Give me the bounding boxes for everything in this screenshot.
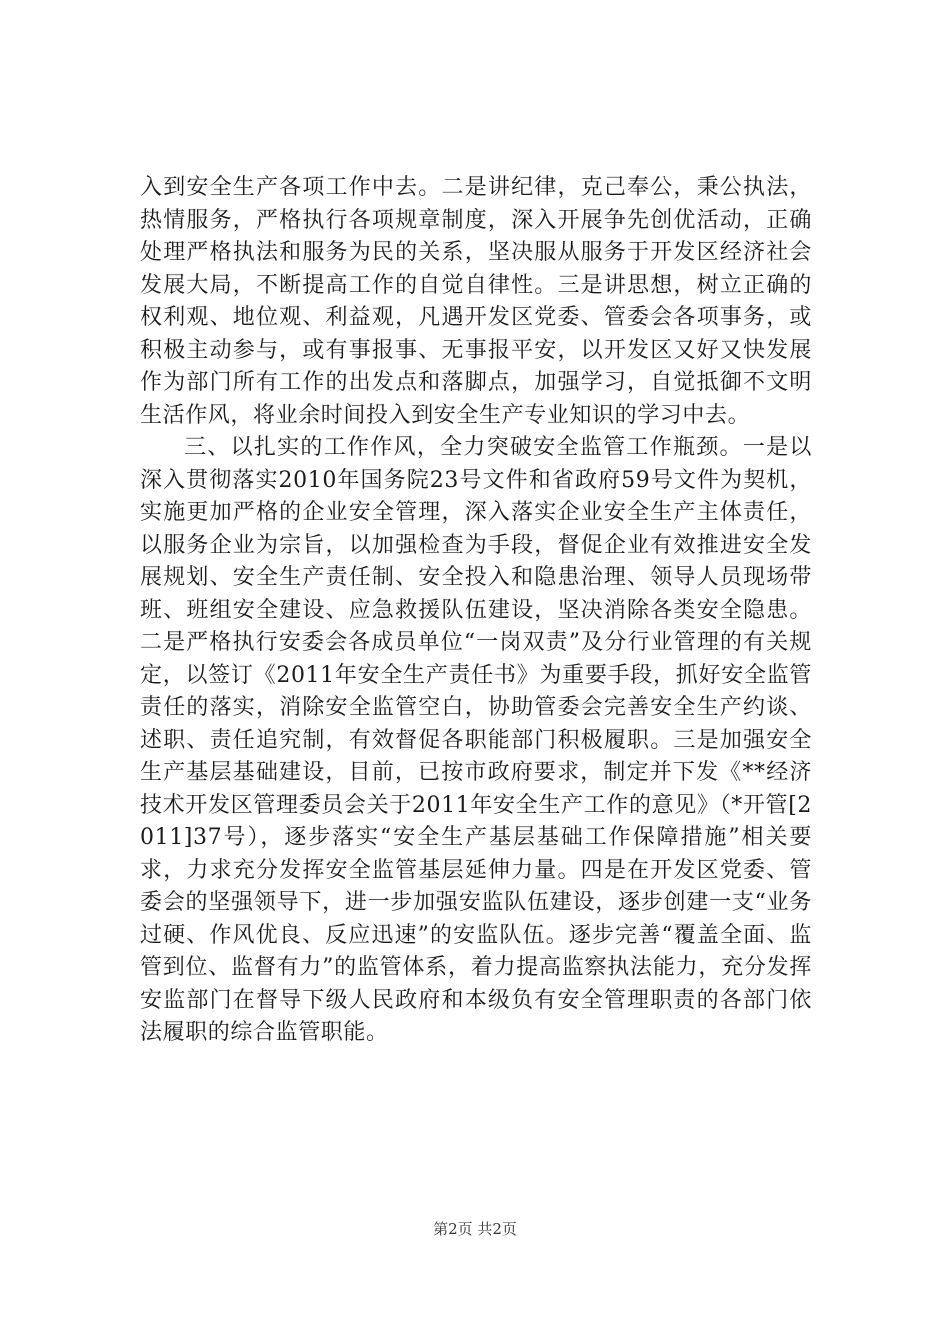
page-footer: 第2页 共2页	[433, 1220, 517, 1238]
document-body	[140, 172, 812, 1050]
paragraph-2: 三、以扎实的工作作风，全力突破安全监管工作瓶颈。一是以深入贯彻落实2010年国务院23号文件和省政府59号文件为契机，实施更加严格的企业安全管理，深入落实企业安全生产主体责任，以服务企业为宗旨，以加强检查为手段，督促企业有效推进安全发展规划、安全生产责任制、安全投入和隐患治理、领导人员现场带班、班组安全建设、应急救援队伍建设，坚决消除各类安全隐患。二是严格执行安委会各成员单位“一岗双责”及分行业管理的有关规定，以签订《2011年安全生产责任书》为重要手段，抓好安全监管责任的落实，消除安全监管空白，协助管委会完善安全生产约谈、述职、责任追究制，有效督促各职能部门积极履职。三是加强安全生产基层基础建设，目前，已按市政府要求，制定并下发《**经济技术开发区管理委员会关于2011年安全生产工作的意见》（*开管[2011]37号），逐步落实“安全生产基层基础工作保障措施”相关要求，力求充分发挥安全监管基层延伸力量。四是在开发区党委、管委会的坚强领导下，进一步加强安监队伍建设，逐步创建一支“业务过硬、作风优良、反应迅速”的安监队伍。逐步完善“覆盖全面、监管到位、监督有力”的监管体系，着力提高监察执法能力，充分发挥安监部门在督导下级人民政府和本级负有安全管理职责的各部门依法履职的综合监管职能。	[140, 435, 812, 1045]
paragraph-1: 入到安全生产各项工作中去。二是讲纪律，克己奉公，秉公执法，热情服务，严格执行各项规章制度，深入开展争先创优活动，正确处理严格执法和服务为民的关系，坚决服从服务于开发区经济社会发展大局，不断提高工作的自觉自律性。三是讲思想，树立正确的权利观、地位观、利益观，凡遇开发区党委、管委会各项事务，或积极主动参与，或有事报事、无事报平安，以开发区又好又快发展作为部门所有工作的出发点和落脚点，加强学习，自觉抵御不文明生活作风，将业余时间投入到安全生产专业知识的学习中去。	[140, 175, 812, 428]
